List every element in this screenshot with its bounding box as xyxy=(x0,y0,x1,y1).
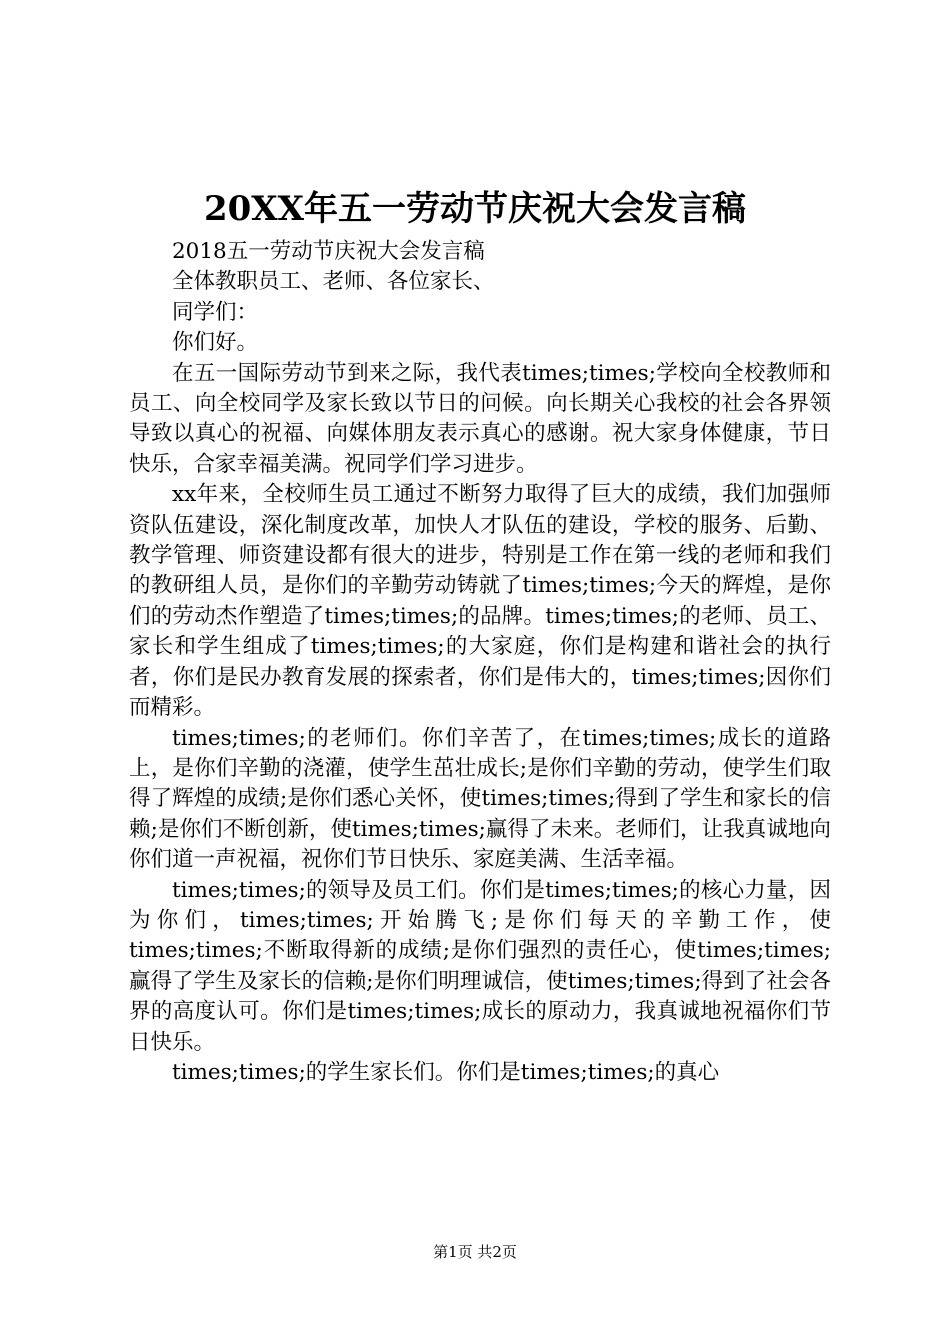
paragraph-salutation: 全体教职员工、老师、各位家长、 xyxy=(172,269,495,295)
paragraph-salutation-cont: 同学们： xyxy=(172,299,259,325)
page-footer: 第1页 共2页 xyxy=(433,1243,517,1261)
paragraph-body: times;times;的学生家长们。你们是times;times;的真心 xyxy=(172,1059,720,1085)
paragraph-body: xx年来，全校师生员工通过不断努力取得了巨大的成绩，我们加强师资队伍建设，深化制度改革，加快人才队伍的建设，学校的服务、后勤、教学管理、师资建设都有很大的进步，特别是工作在第一线的老师和我们的教研组人员，是你们的辛勤劳动铸就了times;times;今天的辉煌，是你们的劳动杰作塑造了times;times;的品牌。times;times;的老师、员工、家长和学生组成了times;times;的大家庭，你们是构建和谐社会的执行者，你们是民办教育发展的探索者，你们是伟大的，times;times;因你们而精彩。 xyxy=(129,482,831,721)
document-title: 20XX年五一劳动节庆祝大会发言稿 xyxy=(203,189,747,229)
paragraph-subtitle: 2018五一劳动节庆祝大会发言稿 xyxy=(172,239,485,264)
paragraph-greeting: 你们好。 xyxy=(172,330,259,356)
document-body xyxy=(129,237,831,1088)
paragraph-body: times;times;的领导及员工们。你们是times;times;的核心力量，因为你们，times;times;开始腾飞;是你们每天的辛勤工作，使times;times;不断取得新的成绩;是你们强烈的责任心，使times;times;赢得了学生及家长的信赖;是你们明理诚信，使times;times;得到了社会各界的高度认可。你们是times;times;成长的原动力，我真诚地祝福你们节日快乐。 xyxy=(129,877,831,1055)
paragraph-body: 在五一国际劳动节到来之际，我代表times;times;学校向全校教师和员工、向全校同学及家长致以节日的问候。向长期关心我校的社会各界领导致以真心的祝福、向媒体朋友表示真心的感谢。祝大家身体健康，节日快乐，合家幸福美满。祝同学们学习进步。 xyxy=(129,360,831,477)
paragraph-body: times;times;的老师们。你们辛苦了，在times;times;成长的道路上，是你们辛勤的浇灌，使学生茁壮成长;是你们辛勤的劳动，使学生们取得了辉煌的成绩;是你们悉心关怀，使times;times;得到了学生和家长的信赖;是你们不断创新，使times;times;赢得了未来。老师们，让我真诚地向你们道一声祝福，祝你们节日快乐、家庭美满、生活幸福。 xyxy=(129,725,831,873)
